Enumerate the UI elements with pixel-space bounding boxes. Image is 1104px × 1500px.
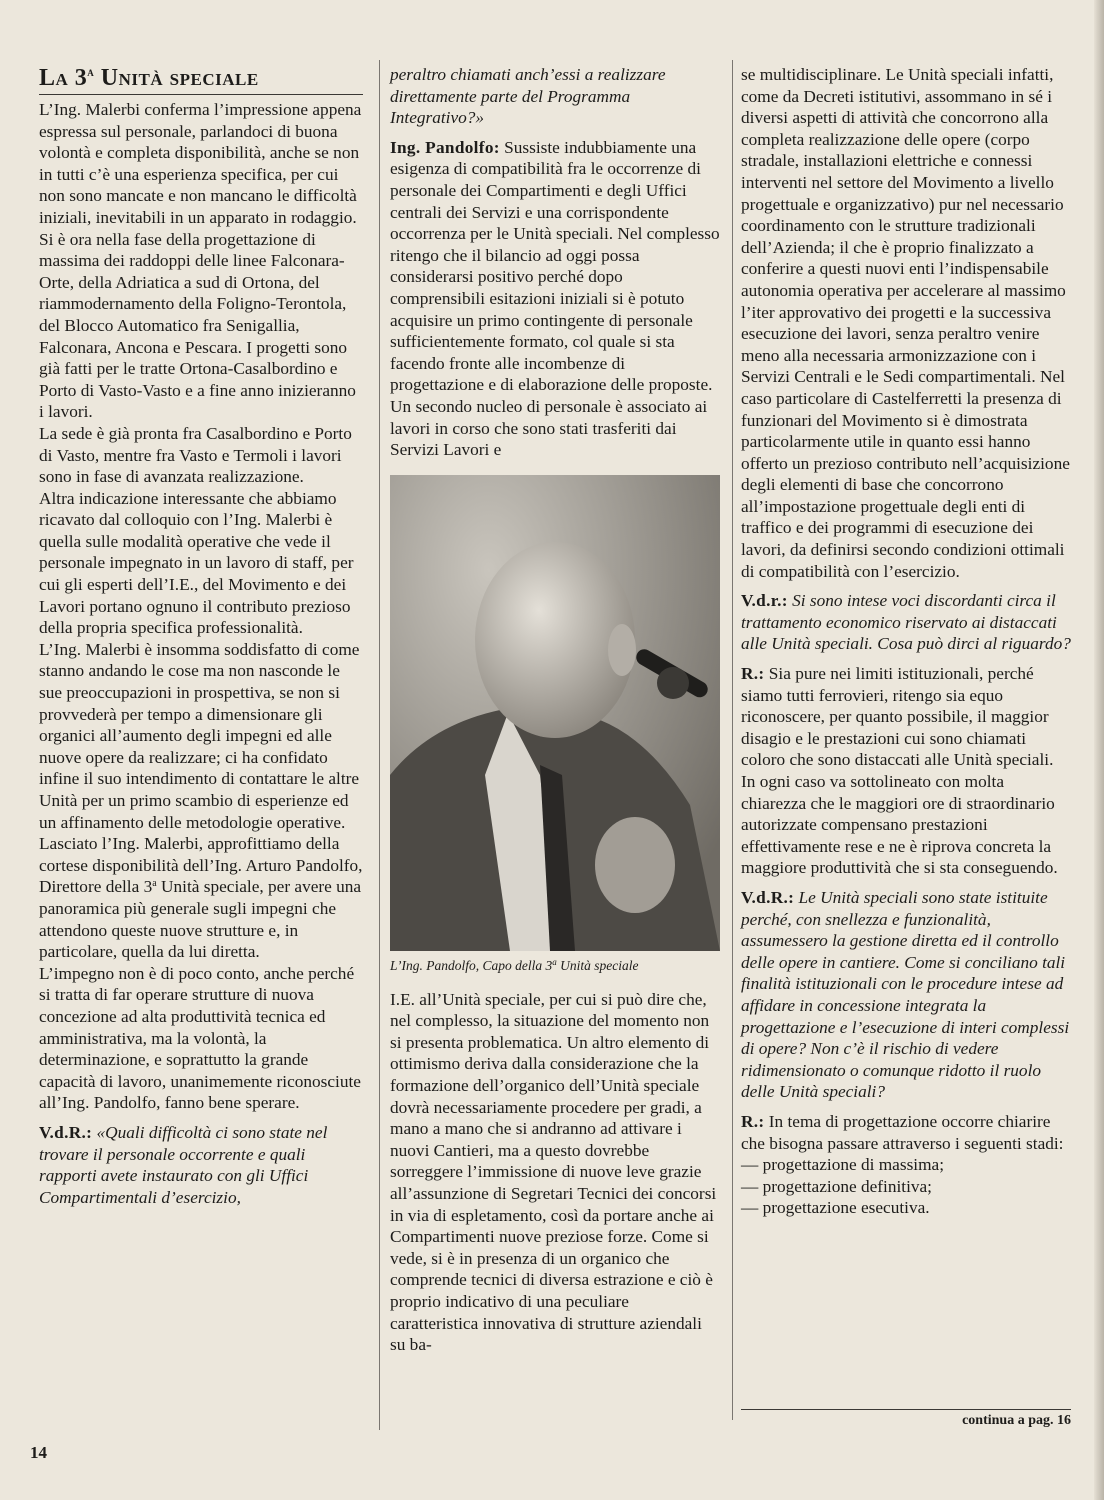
continued-on-page-note: continua a pag. 16 (962, 1413, 1071, 1428)
column-divider (379, 60, 380, 1430)
question-paragraph: V.d.r.: Si sono intese voci discordanti circa il trattamento economico riservato ai distaccati alle Unità speciali. Cosa può dirci al riguardo? (741, 591, 1071, 654)
speaker-label: V.d.R.: (741, 887, 795, 907)
paragraph: L’Ing. Malerbi è insomma soddisfatto di come stanno andando le cose ma non nasconde le sue preoccupazioni in prospettiva, se non si provvederà per tempo a dimensionare gli organici all’aumento degli impegni ed alle nuove opere da realizzare; ci ha confidato infine il suo intendimento di contattare le altre Unità per un primo scambio di esperienze ed un affinamento delle metodologie operative. (39, 639, 360, 832)
answer-paragraph: Ing. Pandolfo: Sussiste indubbiamente una esigenza di compatibilità fra le occorrenze di personale dei Compartimenti e degli Uffici centrali dei Servizi e una corrispondente occorrenza per le Unità speciali. Nel complesso ritengo che il bilancio ad oggi possa considerarsi positivo perché dopo comprensibili esitazioni iniziali si è potuto acquisire un primo contingente di personale sufficientemente formato, col quale si sta facendo fronte alle incombenze di progettazione e di elaborazione delle proposte. Un secondo nucleo di personale è associato ai lavori in corso che sono stati trasferiti dai Servizi Lavori e (390, 137, 720, 460)
page-edge-shadow (1094, 0, 1104, 1500)
speaker-label: V.d.R.: (39, 1122, 93, 1142)
paragraph: se multidisciplinare. Le Unità speciali infatti, come da Decreti istitutivi, assommano in sé i diversi aspetti di attività che concorrono alla completa realizzazione delle opere (corpo stradale, installazioni elettriche e connessi interventi nel settore del Movimento a livello progettuale e organizzativo) pur nel necessario coordinamento con le strutture tradizionali dell’Azienda; il che è proprio finalizzato a conferire a questi nuovi enti l’indispensabile autonomia operativa per accelerare al massimo l’iter approvativo dei progetti e la successiva esecuzione dei lavori, senza peraltro venire meno alla necessaria armonizzazione con i Servizi Centrali e le Sedi compartimentali. Nel caso particolare di Castelferretti la presenza di funzionari del Movimento si è dimostrata particolarmente utile in quanto essi hanno offerto un prezioso contributo nell’acquisizione degli elementi di base che concorrono all’impostazione progettuale degli enti di traffico e dei programmi di esecuzione dei lavori, da definirsi secondo condizioni ottimali di compatibilità con l’esercizio. (741, 65, 1070, 581)
portrait-photo (390, 475, 720, 951)
paragraph: Altra indicazione interessante che abbiamo ricavato dal colloquio con l’Ing. Malerbi è quella sulle modalità operative che vede il personale impegnato in un lavoro di staff, per cui gli esperti dell’I.E., del Movimento e dei Lavori portano ognuno il contributo prezioso della propria specifica professionalità. (39, 488, 354, 638)
question-paragraph: V.d.R.: Le Unità speciali sono state istituite perché, con snellezza e funzionalità, assumessero la gestione diretta ed il controllo delle opere in cantiere. Come si conciliano tali finalità istituzionali con le procedure intese ad affidare in concessione integrata la progettazione e l’esecuzione di interi complessi di opere? Non c’è il rischio di vedere ridimensionato o comunque ridotto il ruolo delle Unità speciali? (741, 887, 1070, 1102)
section-title: La 3$^a$ Unità speciale (39, 64, 363, 95)
question-paragraph: V.d.R.: «Quali difficoltà ci sono state nel trovare il personale occorrente e quali rapporti avete instaurato con gli Uffici Compartimentali d’esercizio, (39, 1122, 328, 1207)
footer-rule (741, 1409, 1071, 1410)
paragraph: I.E. all’Unità speciale, per cui si può dire che, nel complesso, la situazione del momento non si presenta problematica. Un altro elemento di ottimismo deriva dalla considerazione che la formazione dell’organico dell’Unità speciale dovrà necessariamente procedere per gradi, a mano a mano che si andranno ad attivare i nuovi Cantieri, ma a questo dovrebbe sorreggere l’immissione di nuove leve grazie all’assunzione di Segretari Tecnici dei concorsi in via di espletamento, così da portare anche ai Compartimenti nuove preziose forze. Come si vede, si è in presenza di un organico che comprende tecnici di diversa estrazione e ciò è proprio indicativo di una peculiare caratteristica innovativa di strutture aziendali su ba- (390, 989, 717, 1355)
paragraph: L’impegno non è di poco conto, anche perché si tratta di far operare strutture di nuova concezione ad alta produttività tecnica ed amministrativa, ma la volontà, la determinazione, e soprattutto la grande capacità di lavoro, unanimemente riconosciute all’Ing. Pandolfo, fanno bene sperare. (39, 963, 361, 1113)
list-item: — progettazione esecutiva. (741, 1198, 930, 1218)
page-number: 14 (30, 1443, 47, 1462)
speaker-label: R.: (741, 1111, 765, 1131)
column-middle (390, 64, 720, 1356)
paragraph: Lasciato l’Ing. Malerbi, approfittiamo della cortese disponibilità dell’Ing. Arturo Pandolfo, Direttore della 3$^a$ Unità speciale, per avere una panoramica più generale sugli impegni che attendono queste nuove strutture e, in particolare, quella da lui diretta. (39, 834, 363, 962)
column-left (39, 64, 363, 1208)
paragraph: La sede è già pronta fra Casalbordino e Porto di Vasto, mentre fra Vasto e Termoli i lavori sono in fase di avanzata realizzazione. (39, 423, 352, 487)
speaker-label: V.d.r.: (741, 591, 788, 611)
answer-paragraph: R.: In tema di progettazione occorre chiarire che bisogna passare attraverso i seguenti stadi: (741, 1111, 1064, 1153)
speaker-label: Ing. Pandolfo: (390, 137, 500, 157)
column-divider (732, 60, 733, 1420)
answer-paragraph: R.: Sia pure nei limiti istituzionali, perché siamo tutti ferrovieri, ritengo sia equo riconoscere, per quanto possibile, il maggior disagio e le prestazioni cui sono chiamati coloro che sono distaccati alle Unità speciali. In ogni caso va sottolineato con molta chiarezza che le maggiori ore di straordinario autorizzate compensano prestazioni effettivamente rese e ne è riprova concreta la maggiore produttività che si sta conseguendo. (741, 664, 1058, 878)
paragraph: L’Ing. Malerbi conferma l’impressione appena espressa sul personale, parlandoci di buona volontà e completa disponibilità, anche se non in tutti c’è una esperienza specifica, per cui non sono mancate e non mancano le difficoltà iniziali, inevitabili in un apparato in rodaggio. Si è ora nella fase della progettazione di massima dei raddoppi delle linee Falconara-Orte, della Adriatica a sud di Ortona, del riammodernamento della Foligno-Terontola, del Blocco Automatico fra Senigallia, Falconara, Ancona e Pescara. I progetti sono già fatti per le tratte Ortona-Casalbordino e Porto di Vasto-Vasto e a fine anno inizieranno i lavori. (39, 100, 362, 422)
column-right (741, 64, 1071, 1219)
speaker-label: R.: (741, 664, 765, 684)
question-continuation: peraltro chiamati anch’essi a realizzare direttamente parte del Programma Integrativo?» (390, 65, 666, 128)
list-item: — progettazione di massima; (741, 1155, 945, 1175)
list-item: — progettazione definitiva; (741, 1176, 932, 1196)
photo-caption: L’Ing. Pandolfo, Capo della 3$^a$ Unità speciale (390, 956, 639, 973)
